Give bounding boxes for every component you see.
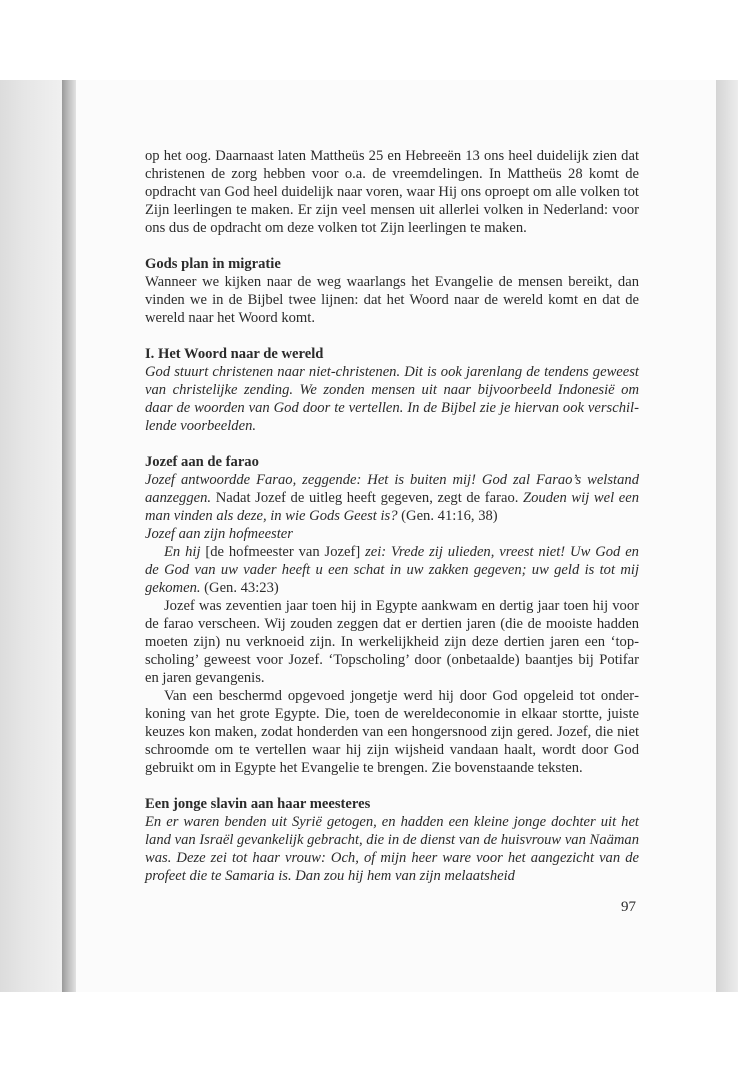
jozef-age-paragraph: Jozef was zeventien jaar toen hij in Egypte aankwam en dertig jaar toen hij voor de farao verscheen. Wij zouden zeggen dat er dertien jaren (die de mooiste hadden moeten zijn) nu verknoeid zijn. In werkelijkheid zijn deze dertien jaren een ‘topscholing’ geweest voor Jozef. ‘Topscholing’ door (onbetaalde) baantjes bij Potifar en jaren gevangenis.: [145, 598, 639, 686]
heading-jonge-slavin: Een jonge slavin aan haar meesteres: [145, 796, 371, 812]
book-gutter: [62, 80, 76, 992]
heading-woord-naar-wereld: I. Het Woord naar de wereld: [145, 346, 324, 362]
jozef-hofmeester-subheading: Jozef aan zijn hofmeester: [145, 526, 293, 542]
jozef-farao-paragraph: [145, 471, 639, 525]
jozef-text-1: Nadat Jozef de uitleg heeft gegeven, zegt de farao.: [211, 490, 524, 506]
page-body: [145, 147, 639, 885]
scan-background: [0, 80, 62, 992]
jozef-reference: (Gen. 41:16, 38): [397, 508, 498, 524]
jozef-god-paragraph: Van een beschermd opgevoed jongetje werd hij door God opgeleid tot onderkoning van het grote Egypte. Die, toen de wereldeconomie in elkaar stortte, juiste keuzes kon maken, zodat honderden van een hongersnood zijn gered. Jozef, die niet schroomde om te vertellen waar hij zijn wijsheid vandaan haalt, wordt door God gebruikt om in Egypte het Evangelie te brengen. Zie bovenstaande teksten.: [145, 688, 639, 776]
gods-plan-paragraph: Wanneer we kijken naar de weg waarlangs het Evangelie de mensen bereikt, dan vinden we in de Bijbel twee lijnen: dat het Woord naar de wereld komt en dat de wereld naar het Woord komt.: [145, 274, 639, 326]
intro-paragraph: op het oog. Daarnaast laten Mattheüs 25 en Hebreeën 13 ons heel duidelijk zien dat christenen de zorg hebben voor o.a. de vreemdelingen. In Mattheüs 28 komt de opdracht van God heel duidelijk naar voren, waar Hij ons oproept om alle volken tot Zijn leerlingen te maken. Er zijn veel mensen uit allerlei volken in Nederland: voor ons dus de opdracht om deze volken tot Zijn leerlingen te maken.: [145, 148, 639, 236]
page-edge: [716, 80, 738, 992]
jonge-slavin-paragraph: En er waren benden uit Syrië getogen, en hadden een kleine jonge dochter uit het land van Israël gevankelijk gebracht, die in de dienst van de huisvrouw van Naäman was. Deze zei tot haar vrouw: Och, of mijn heer ware voor het aangezicht van de profeet die te Samaria is. Dan zou hij hem van zijn melaatsheid: [145, 814, 639, 884]
page-number: 97: [621, 899, 636, 915]
heading-gods-plan: Gods plan in migratie: [145, 256, 281, 272]
hofmeester-paragraph: [145, 543, 639, 597]
jozef-quote-2: Zouden wij wel een man vinden als deze, in wie Gods Geest is?: [145, 490, 640, 524]
hofmeester-bracket: [de hofmeester van Jozef]: [200, 544, 366, 560]
heading-jozef-farao: Jozef aan de farao: [145, 454, 259, 470]
hofmeester-quote-1: En hij: [164, 544, 201, 560]
hofmeester-reference: (Gen. 43:23): [200, 580, 279, 596]
woord-naar-wereld-paragraph: God stuurt christenen naar niet-christenen. Dit is ook jarenlang de tendens geweest van christelijke zending. We zonden mensen uit naar bijvoorbeeld Indonesië om daar de woorden van God door te vertellen. In de Bijbel zie je hiervan ook verschillende voorbeelden.: [145, 364, 639, 434]
hofmeester-quote-2: zei: Vrede zij ulieden, vreest niet! Uw God en de God van uw vader heeft u een schat in uw zakken gegeven; uw geld is tot mij gekomen.: [145, 544, 639, 596]
jozef-quote-1: Jozef antwoordde Farao, zeggende: Het is buiten mij! God zal Farao’s welstand aanzeggen.: [145, 472, 639, 506]
